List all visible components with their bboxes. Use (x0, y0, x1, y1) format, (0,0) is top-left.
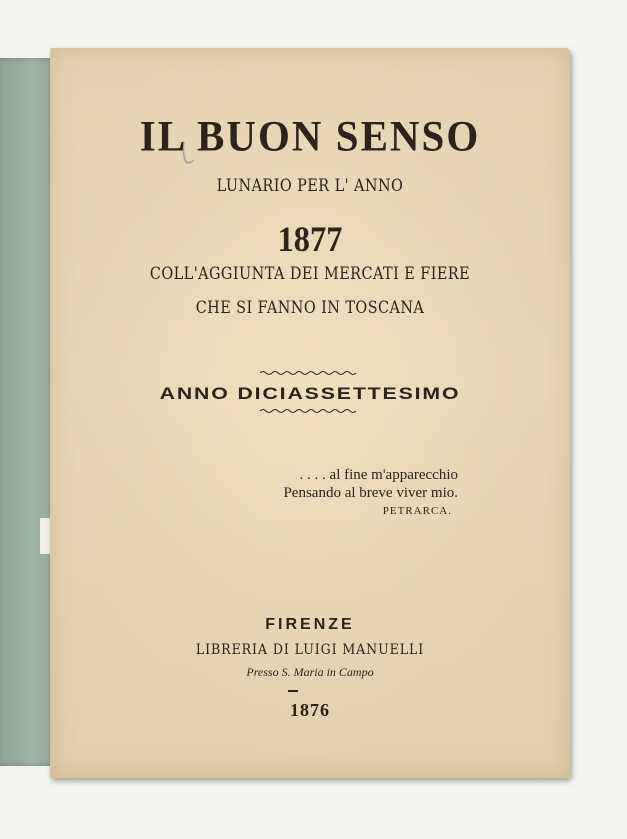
imprint-publisher: LIBRERIA DI LUIGI MANUELLI (195, 642, 425, 658)
epigraph-line-1: . . . . al fine m'apparecchio (299, 467, 458, 483)
imprint-divider (288, 690, 298, 692)
title-page (50, 48, 570, 778)
epigraph-author: PETRARCA. (382, 505, 452, 517)
imprint-city: FIRENZE (265, 616, 355, 633)
ornament-rule-bottom (260, 408, 358, 414)
addition-line: COLL'AGGIUNTA DEI MERCATI E FIERE (149, 264, 471, 284)
book-title: IL BUON SENSO (139, 111, 481, 161)
book-subtitle: LUNARIO PER L' ANNO (216, 176, 404, 196)
epigraph-line-2: Pensando al breve viver mio. (283, 485, 458, 501)
imprint-year: 1876 (290, 700, 330, 720)
imprint-address: Presso S. Maria in Campo (246, 665, 374, 679)
edition-label: ANNO DICIASSETTESIMO (159, 384, 461, 403)
region-line: CHE SI FANNO IN TOSCANA (195, 298, 425, 318)
ornament-rule-top (260, 370, 358, 376)
almanac-year: 1877 (277, 219, 343, 259)
epigraph (283, 466, 458, 520)
